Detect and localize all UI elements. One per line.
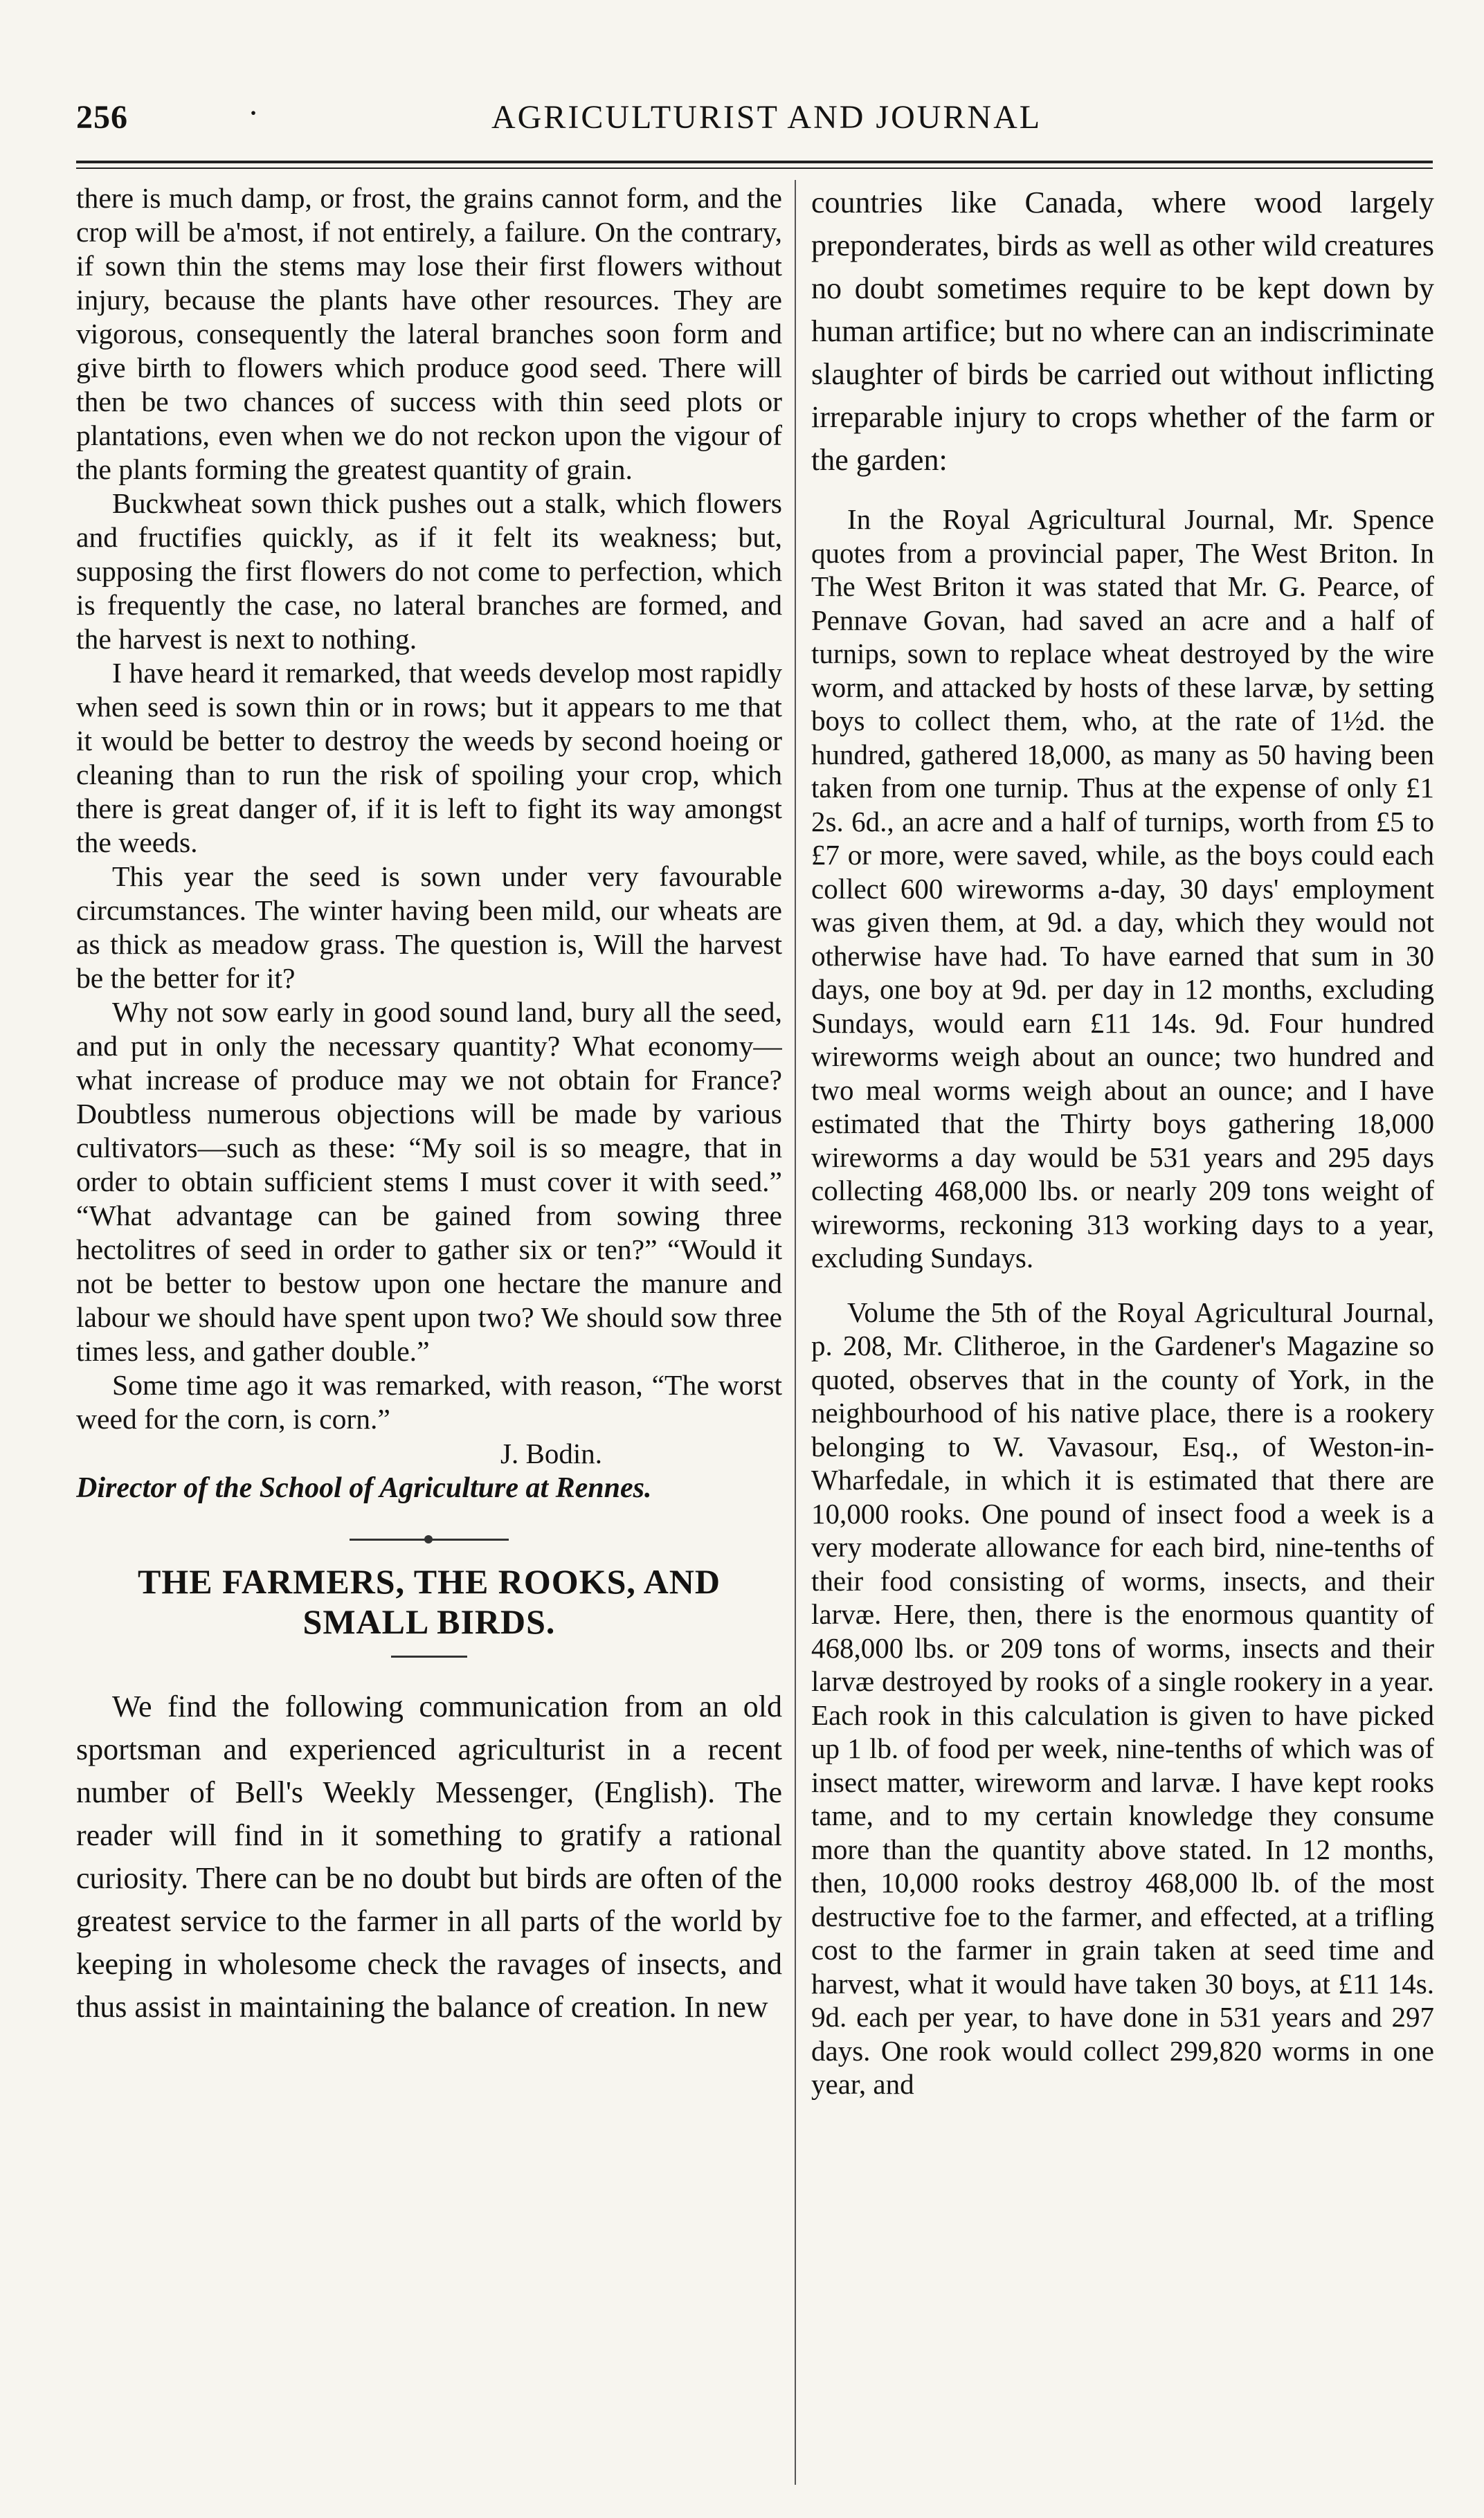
paragraph-gap — [811, 1275, 1434, 1296]
header-separator-dot: · — [248, 95, 259, 132]
right-paragraph-2: In the Royal Agricultural Journal, Mr. Spence quotes from a provincial paper, The West Briton. In The West Briton it was stated that Mr. G. Pearce, of Pennave Govan, had saved an acre and a half of turnips, sown to replace wheat destroyed by the wire worm, and attacked by hosts of these larvæ, by setting boys to collect them, who, at the rate of 1½d. the hundred, gathered 18,000, as many as 50 having been taken from one turnip. Thus at the expense of only £1 2s. 6d., an acre and a half of turnips, worth from £5 to £7 or more, were saved, while, as the boys could each collect 600 wireworms a-day, 30 days' employment was given them, at 9d. a day, which they would not otherwise have had. To have earned that sum in 30 days, one boy at 9d. per day in 12 months, excluding Sundays, would earn £11 14s. 9d. Four hundred wireworms weigh about an ounce; two hundred and two meal worms weigh about an ounce; and I have estimated that the Thirty boys gathering 18,000 wireworms a day would be 531 years and 295 days collecting 468,000 lbs. or nearly 209 tons weight of wireworms, reckoning 313 working days to a year, excluding Sundays. — [811, 503, 1434, 1274]
left-paragraph-1: there is much damp, or frost, the grains cannot form, and the crop will be a'most, if not entirely, a failure. On the contrary, if sown thin the stems may lose their first flowers without injury, because the plants have other resources. They are vigorous, consequently the lateral branches soon form and give birth to flowers which produce good seed. There will then be two chances of success with thin seed plots or plantations, even when we do not reckon upon the vigour of the plants forming the greatest quantity of grain. — [76, 182, 782, 485]
right-paragraph-1: countries like Canada, where wood largely preponderates, birds as well as other wild creatures no doubt sometimes require to be kept down by human artifice; but no where can an indiscriminate slaughter of birds be carried out without inflicting irreparable injury to crops whether of the farm or the garden: — [811, 185, 1434, 477]
section-divider — [350, 1539, 509, 1541]
section-title-line-1: THE FARMERS, THE ROOKS, AND — [138, 1562, 721, 1601]
column-divider — [795, 180, 796, 2485]
paragraph-gap — [811, 482, 1434, 502]
page-header — [76, 95, 1433, 147]
header-rule-thin — [76, 167, 1433, 169]
section-title-underline — [391, 1656, 467, 1658]
page-number: 256 — [76, 99, 128, 136]
left-paragraph-6: Some time ago it was remarked, with reason, “The worst weed for the corn, is corn.” — [76, 1369, 782, 1435]
running-title: AGRICULTURIST AND JOURNAL — [491, 99, 1042, 136]
left-paragraph-7: We find the following communication from an old sportsman and experienced agriculturist in a recent number of Bell's Weekly Messenger, (English). The reader will find in it something to gratify a rational curiosity. There can be no doubt but birds are often of the greatest service to the farmer in all parts of the world by keeping in wholesome check the ravages of insects, and thus assist in maintaining the balance of creation. In new — [76, 1690, 782, 2024]
header-rule-thick — [76, 161, 1433, 163]
left-paragraph-3: I have heard it remarked, that weeds develop most rapidly when seed is sown thin or in rows; but it appears to me that it would be better to destroy the weeds by second hoeing or cleaning than to run the risk of spoiling your crop, which there is great danger of, if it is left to fight its way amongst the weeds. — [76, 657, 782, 858]
left-paragraph-2: Buckwheat sown thick pushes out a stalk, which flowers and fructifies quickly, as if it felt its weakness; but, supposing the first flowers do not come to perfection, which is frequently the case, no lateral branches are formed, and the harvest is next to nothing. — [76, 487, 782, 655]
author-affiliation: Director of the School of Agriculture at Rennes. — [76, 1472, 652, 1504]
right-paragraph-3: Volume the 5th of the Royal Agricultural Journal, p. 208, Mr. Clitheroe, in the Gardener's Magazine so quoted, observes that in the county of York, in the neighbourhood of his native place, there is a rookery belonging to W. Vavasour, Esq., of Weston-in-Wharfedale, in which it is estimated that there are 10,000 rooks. One pound of insect food a week is a very moderate allowance for each bird, nine-tenths of their food consisting of worms, insects, and their larvæ. Here, then, there is the enormous quantity of 468,000 lbs. or 209 tons of worms, insects and their larvæ destroyed by rooks of a single rookery in a year. Each rook in this calculation is given to have picked up 1 lb. of food per week, nine-tenths of which was of insect matter, wireworm and larvæ. I have kept rooks tame, and to my certain knowledge they consume more than the quantity above stated. In 12 months, then, 10,000 rooks destroy 468,000 lb. of the most destructive foe to the farmer, and effected, at a trifling cost to the farmer in grain taken at seed time and harvest, what it would have taken 30 boys, at £11 14s. 9d. each per year, to have done in 531 years and 297 days. One rook would collect 299,820 worms in one year, and — [811, 1296, 1434, 2100]
left-paragraph-4: This year the seed is sown under very favourable circumstances. The winter having been mild, our wheats are as thick as meadow grass. The question is, Will the harvest be the better for it? — [76, 860, 782, 994]
right-column — [811, 181, 1434, 2493]
author-signature: J. Bodin. — [500, 1438, 602, 1469]
section-title-line-2: SMALL BIRDS. — [302, 1602, 556, 1641]
left-paragraph-5: Why not sow early in good sound land, bury all the seed, and put in only the necessary quantity? What economy—what increase of produce may we not obtain for France? Doubtless numerous objections will be made by various cultivators—such as these: “My soil is so meagre, that in order to obtain sufficient stems I must cover it with seed.” “What advantage can be gained from sowing three hectolitres of seed in order to gather six or ten?” “Would it not be better to bestow upon one hectare the manure and labour we should have spent upon two? We should sow three times less, and gather double.” — [76, 996, 782, 1367]
left-column — [76, 181, 782, 2493]
